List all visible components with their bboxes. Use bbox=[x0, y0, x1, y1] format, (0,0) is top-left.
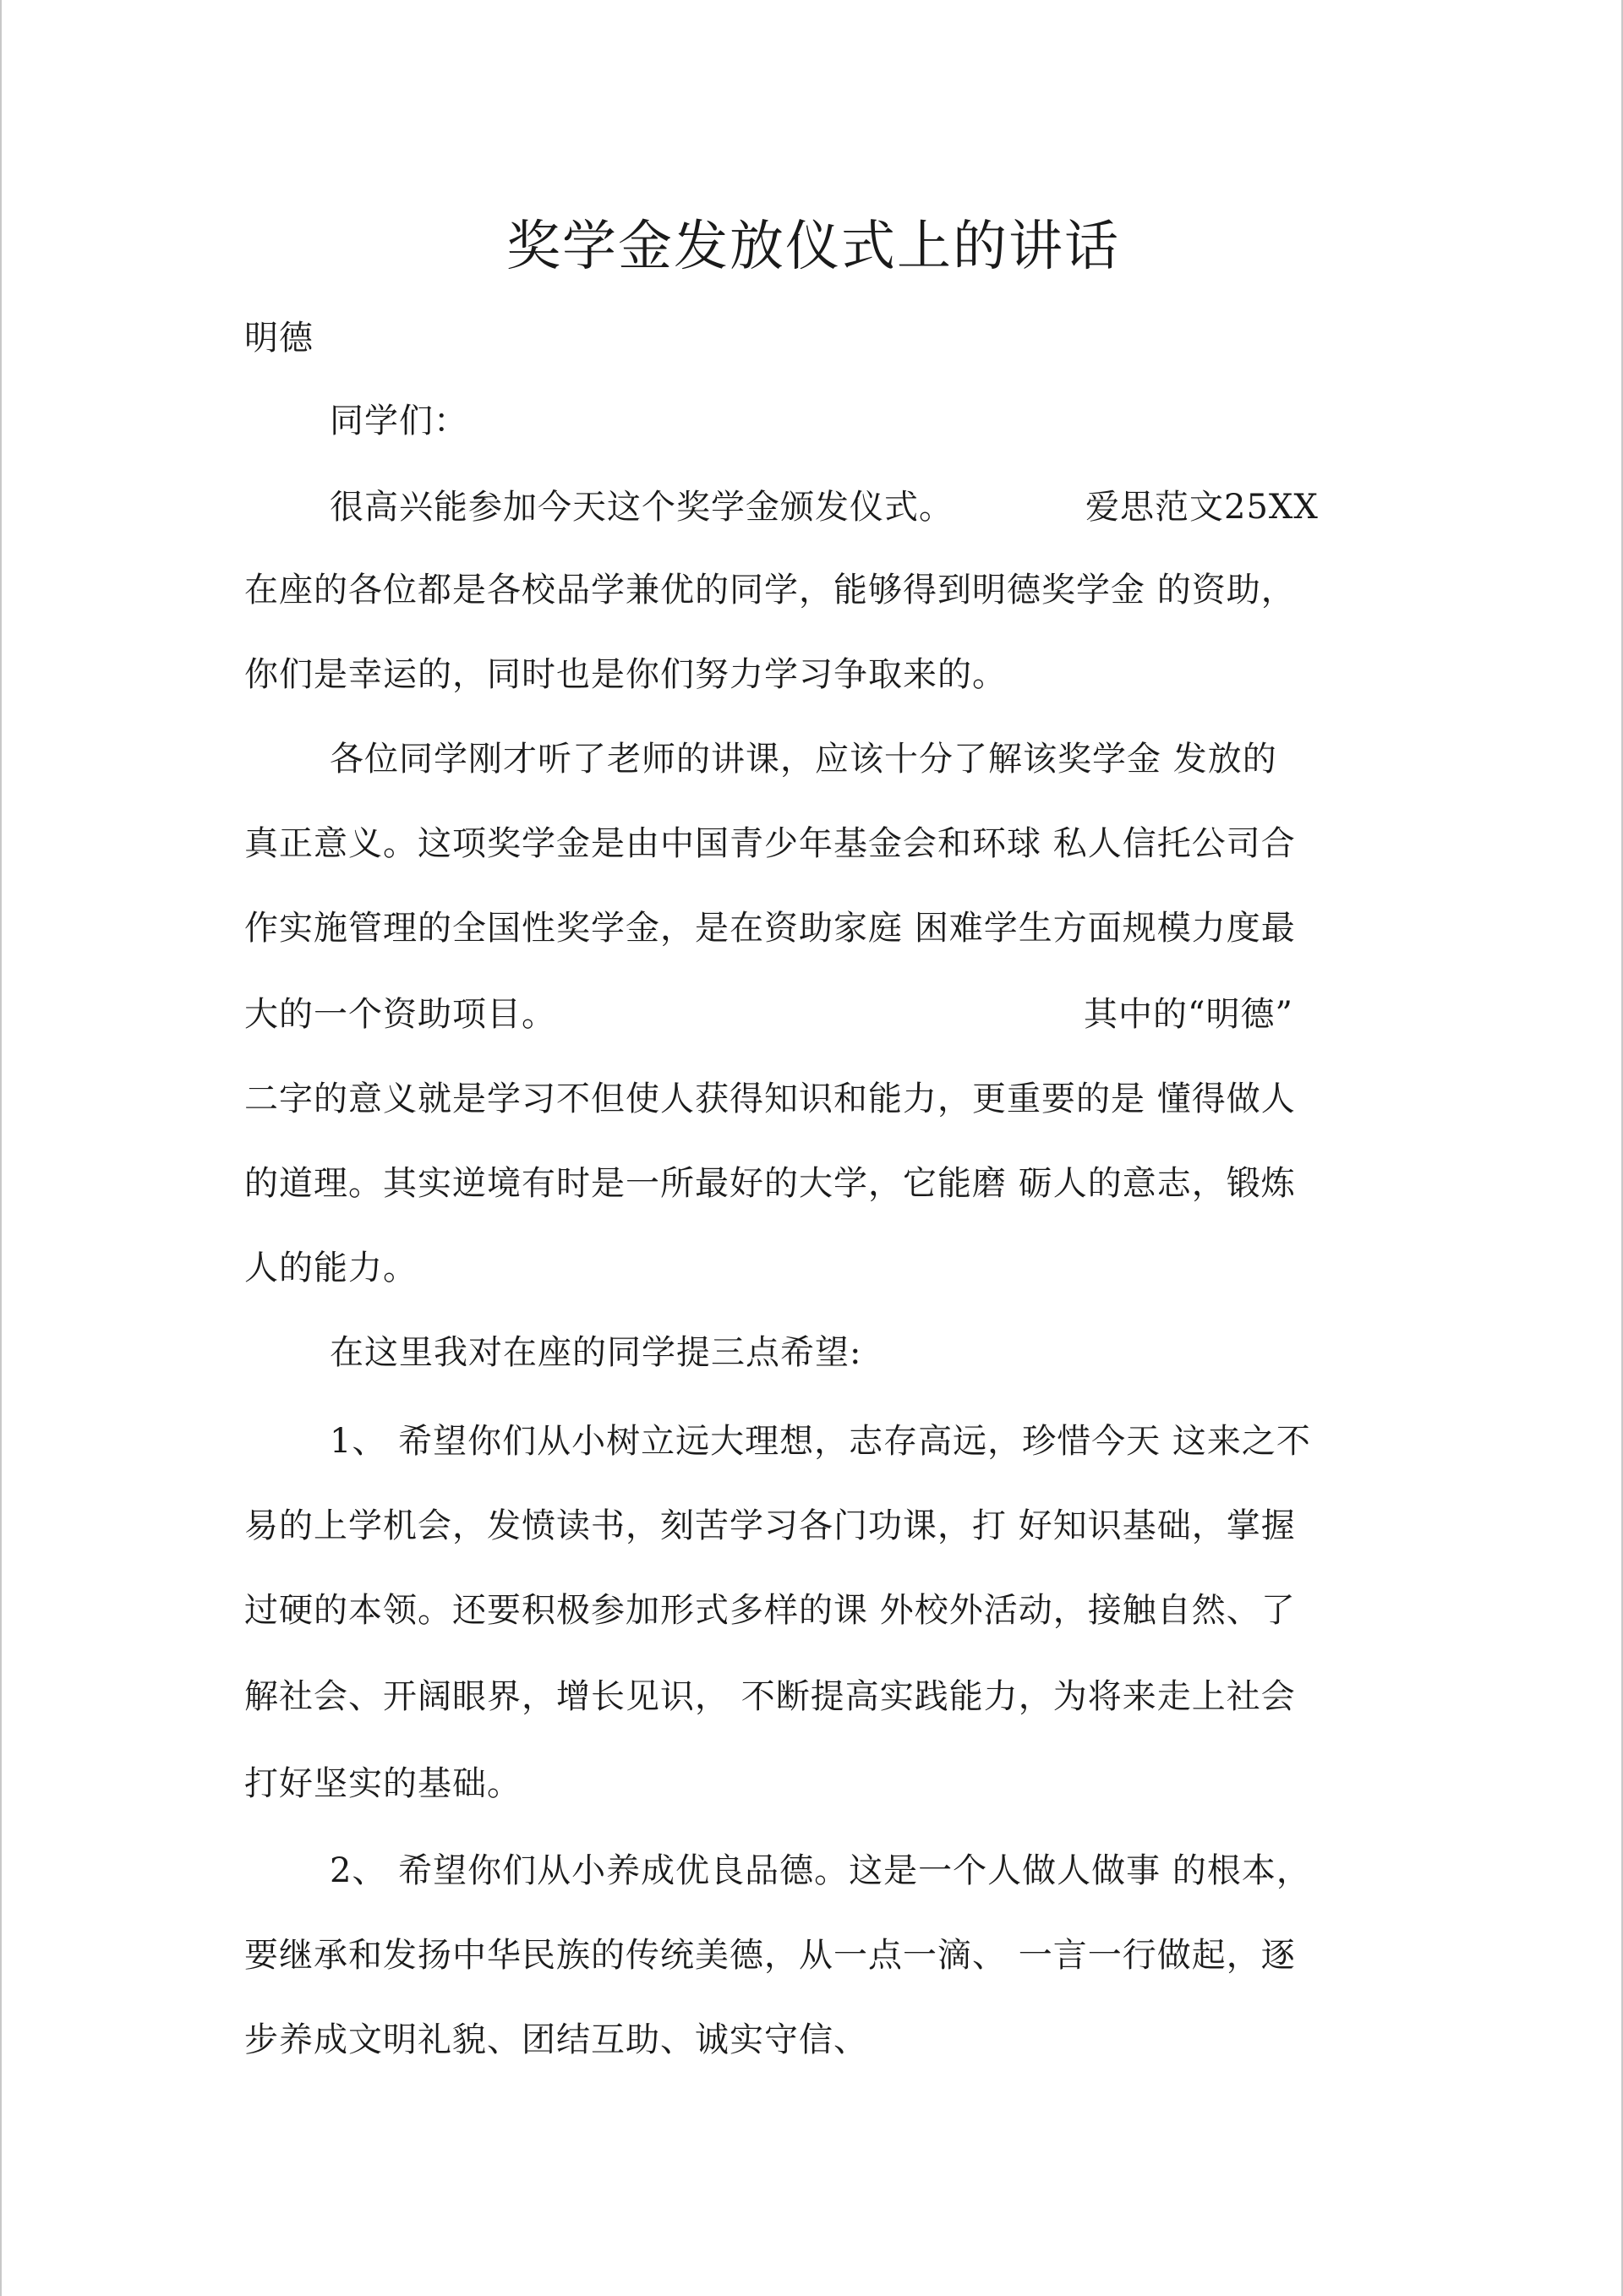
paragraph-line: 在座的各位都是各校品学兼优的同学，能够得到明德奖学金 的资助， bbox=[244, 571, 1296, 610]
paragraph-line: 易的上学机会，发愤读书，刻苦学习各门功课，打 好知识基础，掌握 bbox=[244, 1506, 1296, 1545]
paragraph-line: 过硬的本领。还要积极参加形式多样的课 外校外活动，接触自然、了 bbox=[244, 1591, 1296, 1630]
paragraph-line: 要继承和发扬中华民族的传统美德，从一点一滴、 一言一行做起，逐 bbox=[244, 1936, 1296, 1975]
paragraph-line: 打好坚实的基础。 bbox=[244, 1764, 522, 1803]
paragraph-line: 的道理。其实逆境有时是一所最好的大学，它能磨 砺人的意志，锻炼 bbox=[244, 1164, 1296, 1203]
list-item-1-line: 1、 希望你们从小树立远大理想，志存高远，珍惜今天 这来之不 bbox=[330, 1422, 1311, 1461]
paragraph-line: 各位同学刚才听了老师的讲课，应该十分了解该奖学金 发放的 bbox=[330, 740, 1277, 779]
paragraph-line: 大的一个资助项目。 bbox=[244, 995, 556, 1034]
greeting-line: 同学们： bbox=[330, 402, 468, 440]
list-item-2-line: 2、 希望你们从小养成优良品德。这是一个人做人做事 的根本， bbox=[330, 1851, 1311, 1890]
paragraph-line: 人的能力。 bbox=[244, 1249, 418, 1287]
paragraph-line-fragment: 其中的“明德” bbox=[1084, 995, 1293, 1034]
author-line: 明德 bbox=[244, 319, 314, 358]
paragraph-line: 真正意义。这项奖学金是由中国青少年基金会和环球 私人信托公司合 bbox=[244, 824, 1296, 863]
paragraph-line: 步养成文明礼貌、团结互助、诚实守信、 bbox=[244, 2020, 868, 2059]
paragraph-line-fragment: 爱思范文25XX bbox=[1085, 488, 1319, 527]
paragraph-line: 作实施管理的全国性奖学金，是在资助家庭 困难学生方面规模力度最 bbox=[244, 909, 1296, 948]
paragraph-line: 二字的意义就是学习不但使人获得知识和能力，更重要的是 懂得做人 bbox=[244, 1080, 1296, 1118]
paragraph-line: 你们是幸运的，同时也是你们努力学习争取来的。 bbox=[244, 655, 1007, 694]
paragraph-line: 在这里我对在座的同学提三点希望: bbox=[330, 1333, 862, 1372]
paragraph-line: 解社会、开阔眼界，增长见识， 不断提高实践能力，为将来走上社会 bbox=[244, 1677, 1296, 1716]
document-title: 奖学金发放仪式上的讲话 bbox=[506, 216, 1120, 278]
paragraph-line: 很高兴能参加今天这个奖学金颁发仪式。 bbox=[330, 488, 954, 527]
